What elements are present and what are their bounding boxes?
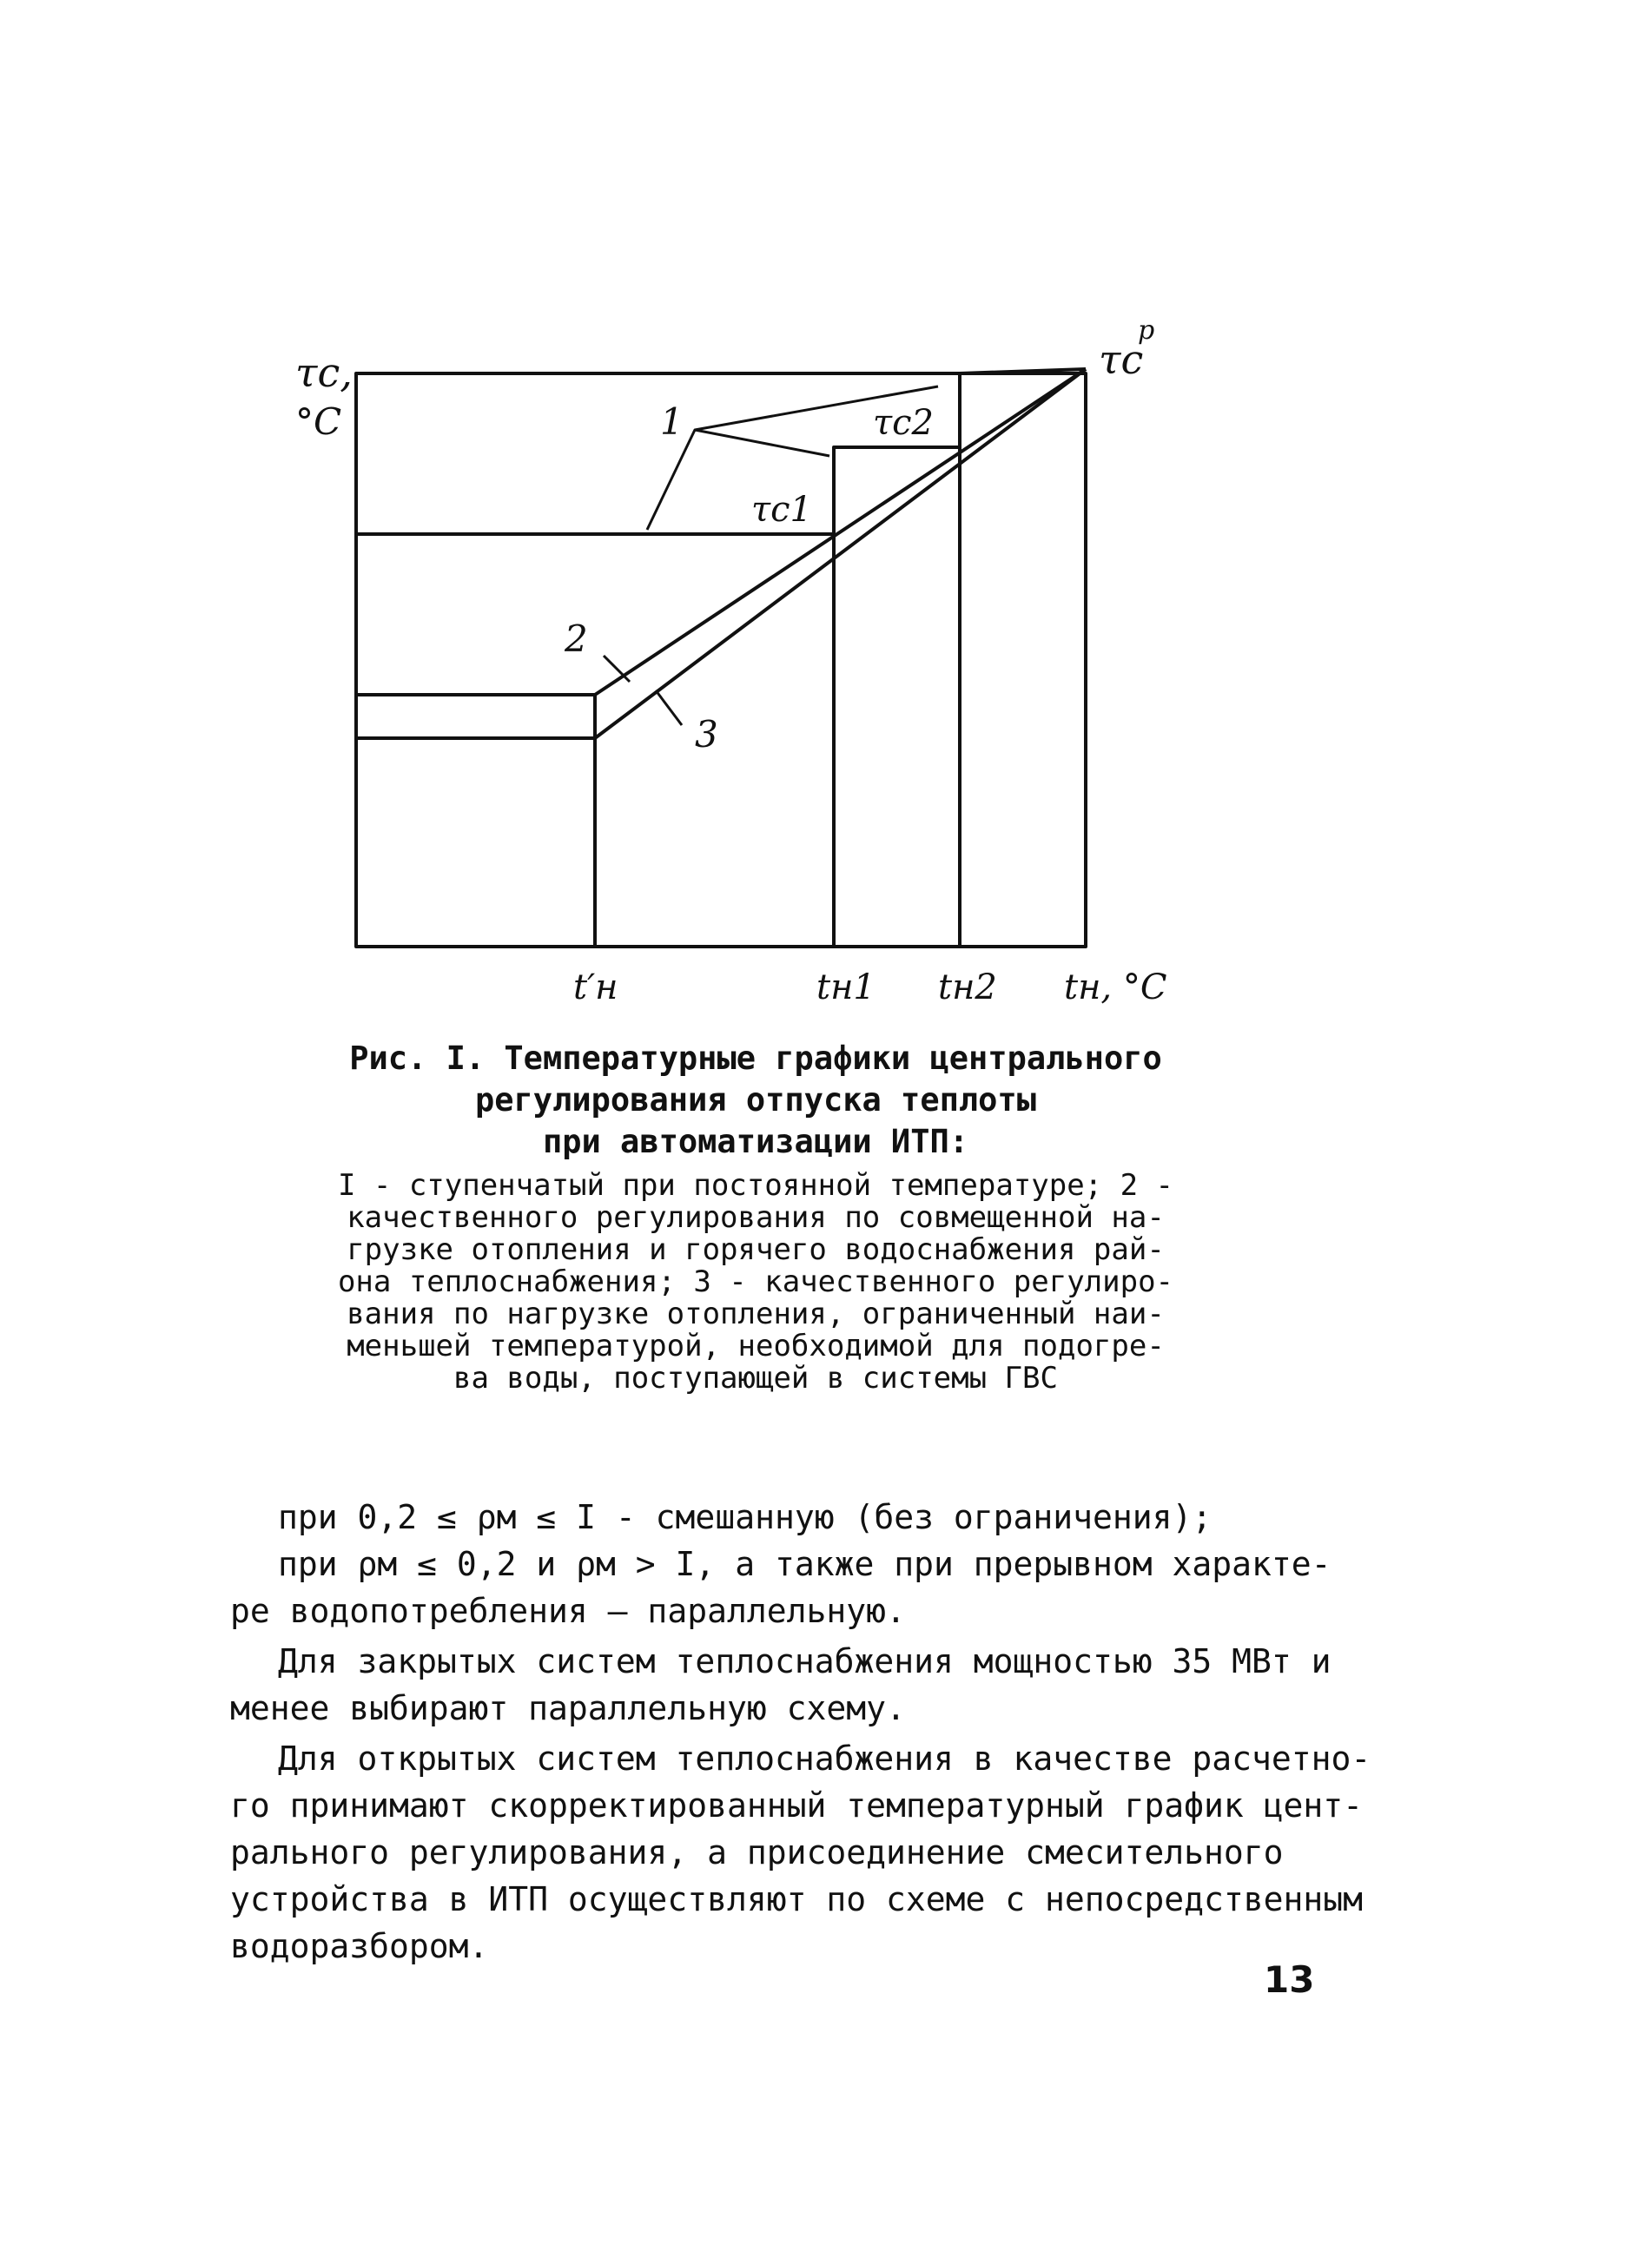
curve-label-3: 3 [695,713,718,756]
leader-2 [604,656,630,682]
x-tick-tn-unit: tн, °C [1064,967,1167,1007]
body-line: рального регулирования, а присоединение смесительного [230,1833,1284,1871]
body-line: менее выбирают параллельную схему. [230,1689,906,1727]
top-right-label: τc [1099,336,1144,383]
leader-1b [695,430,829,456]
figure-caption [295,1038,1216,1395]
y-axis-label: τc, [295,349,353,396]
caption-legend-line: вания по нагрузке отопления, ограниченный наи- [347,1297,1165,1331]
caption-title-line: при автоматизации ИТП: [542,1123,969,1160]
curve-label-1: 1 [660,400,684,443]
x-tick-tn1: tн1 [816,967,876,1007]
body-line: при 0,2 ≤ ρм ≤ I - смешанную (без ограничения); [278,1498,1213,1536]
caption-legend-line: ва воды, поступающей в системы ГВС [453,1361,1058,1396]
tau-c2-label: τc2 [873,403,934,443]
curve-2 [356,369,1086,695]
temperature-chart [261,295,1216,1042]
caption-legend-line: меньшей температурой, необходимой для подогре- [347,1329,1165,1363]
caption-title [295,1038,1216,1163]
body-text [230,1494,1371,1970]
top-right-sup: р [1138,315,1155,346]
page-number: 13 [1264,1958,1315,2001]
x-tick-tn-prime: t′н [573,967,618,1007]
curve-label-2: 2 [565,617,588,660]
caption-title-line: Рис. I. Температурные графики центрального [349,1040,1162,1077]
caption-legend [295,1170,1216,1395]
body-line: го принимают скорректированный температурный график цент- [230,1786,1364,1825]
tau-c1-label: τc1 [751,490,812,530]
body-line: ре водопотребления – параллельную. [230,1592,906,1630]
caption-legend-line: она теплоснабжения; 3 - качественного регулиро- [337,1264,1174,1299]
y-axis-unit: °C [295,400,342,443]
leader-3 [656,690,682,725]
caption-title-line: регулирования отпуска теплоты [474,1081,1036,1119]
body-line: Для закрытых систем теплоснабжения мощностью 35 МВт и [278,1642,1332,1680]
x-tick-tn2: tн2 [938,967,997,1007]
chart-frame [356,373,1086,947]
body-line: водоразбором. [230,1927,489,1965]
body-line: при ρм ≤ 0,2 и ρм > I, а также при прерывном характе- [278,1545,1332,1583]
caption-legend-line: качественного регулирования по совмещенной на- [347,1200,1165,1235]
caption-legend-line: I - ступенчатый при постоянной температуре; 2 - [337,1168,1174,1203]
chart-svg [261,295,1216,1042]
body-line: Для открытых систем теплоснабжения в качестве расчетно- [278,1739,1371,1778]
body-line: устройства в ИТП осуществляют по схеме с непосредственным [230,1880,1364,1918]
caption-legend-line: грузке отопления и горячего водоснабжения рай- [347,1232,1165,1267]
